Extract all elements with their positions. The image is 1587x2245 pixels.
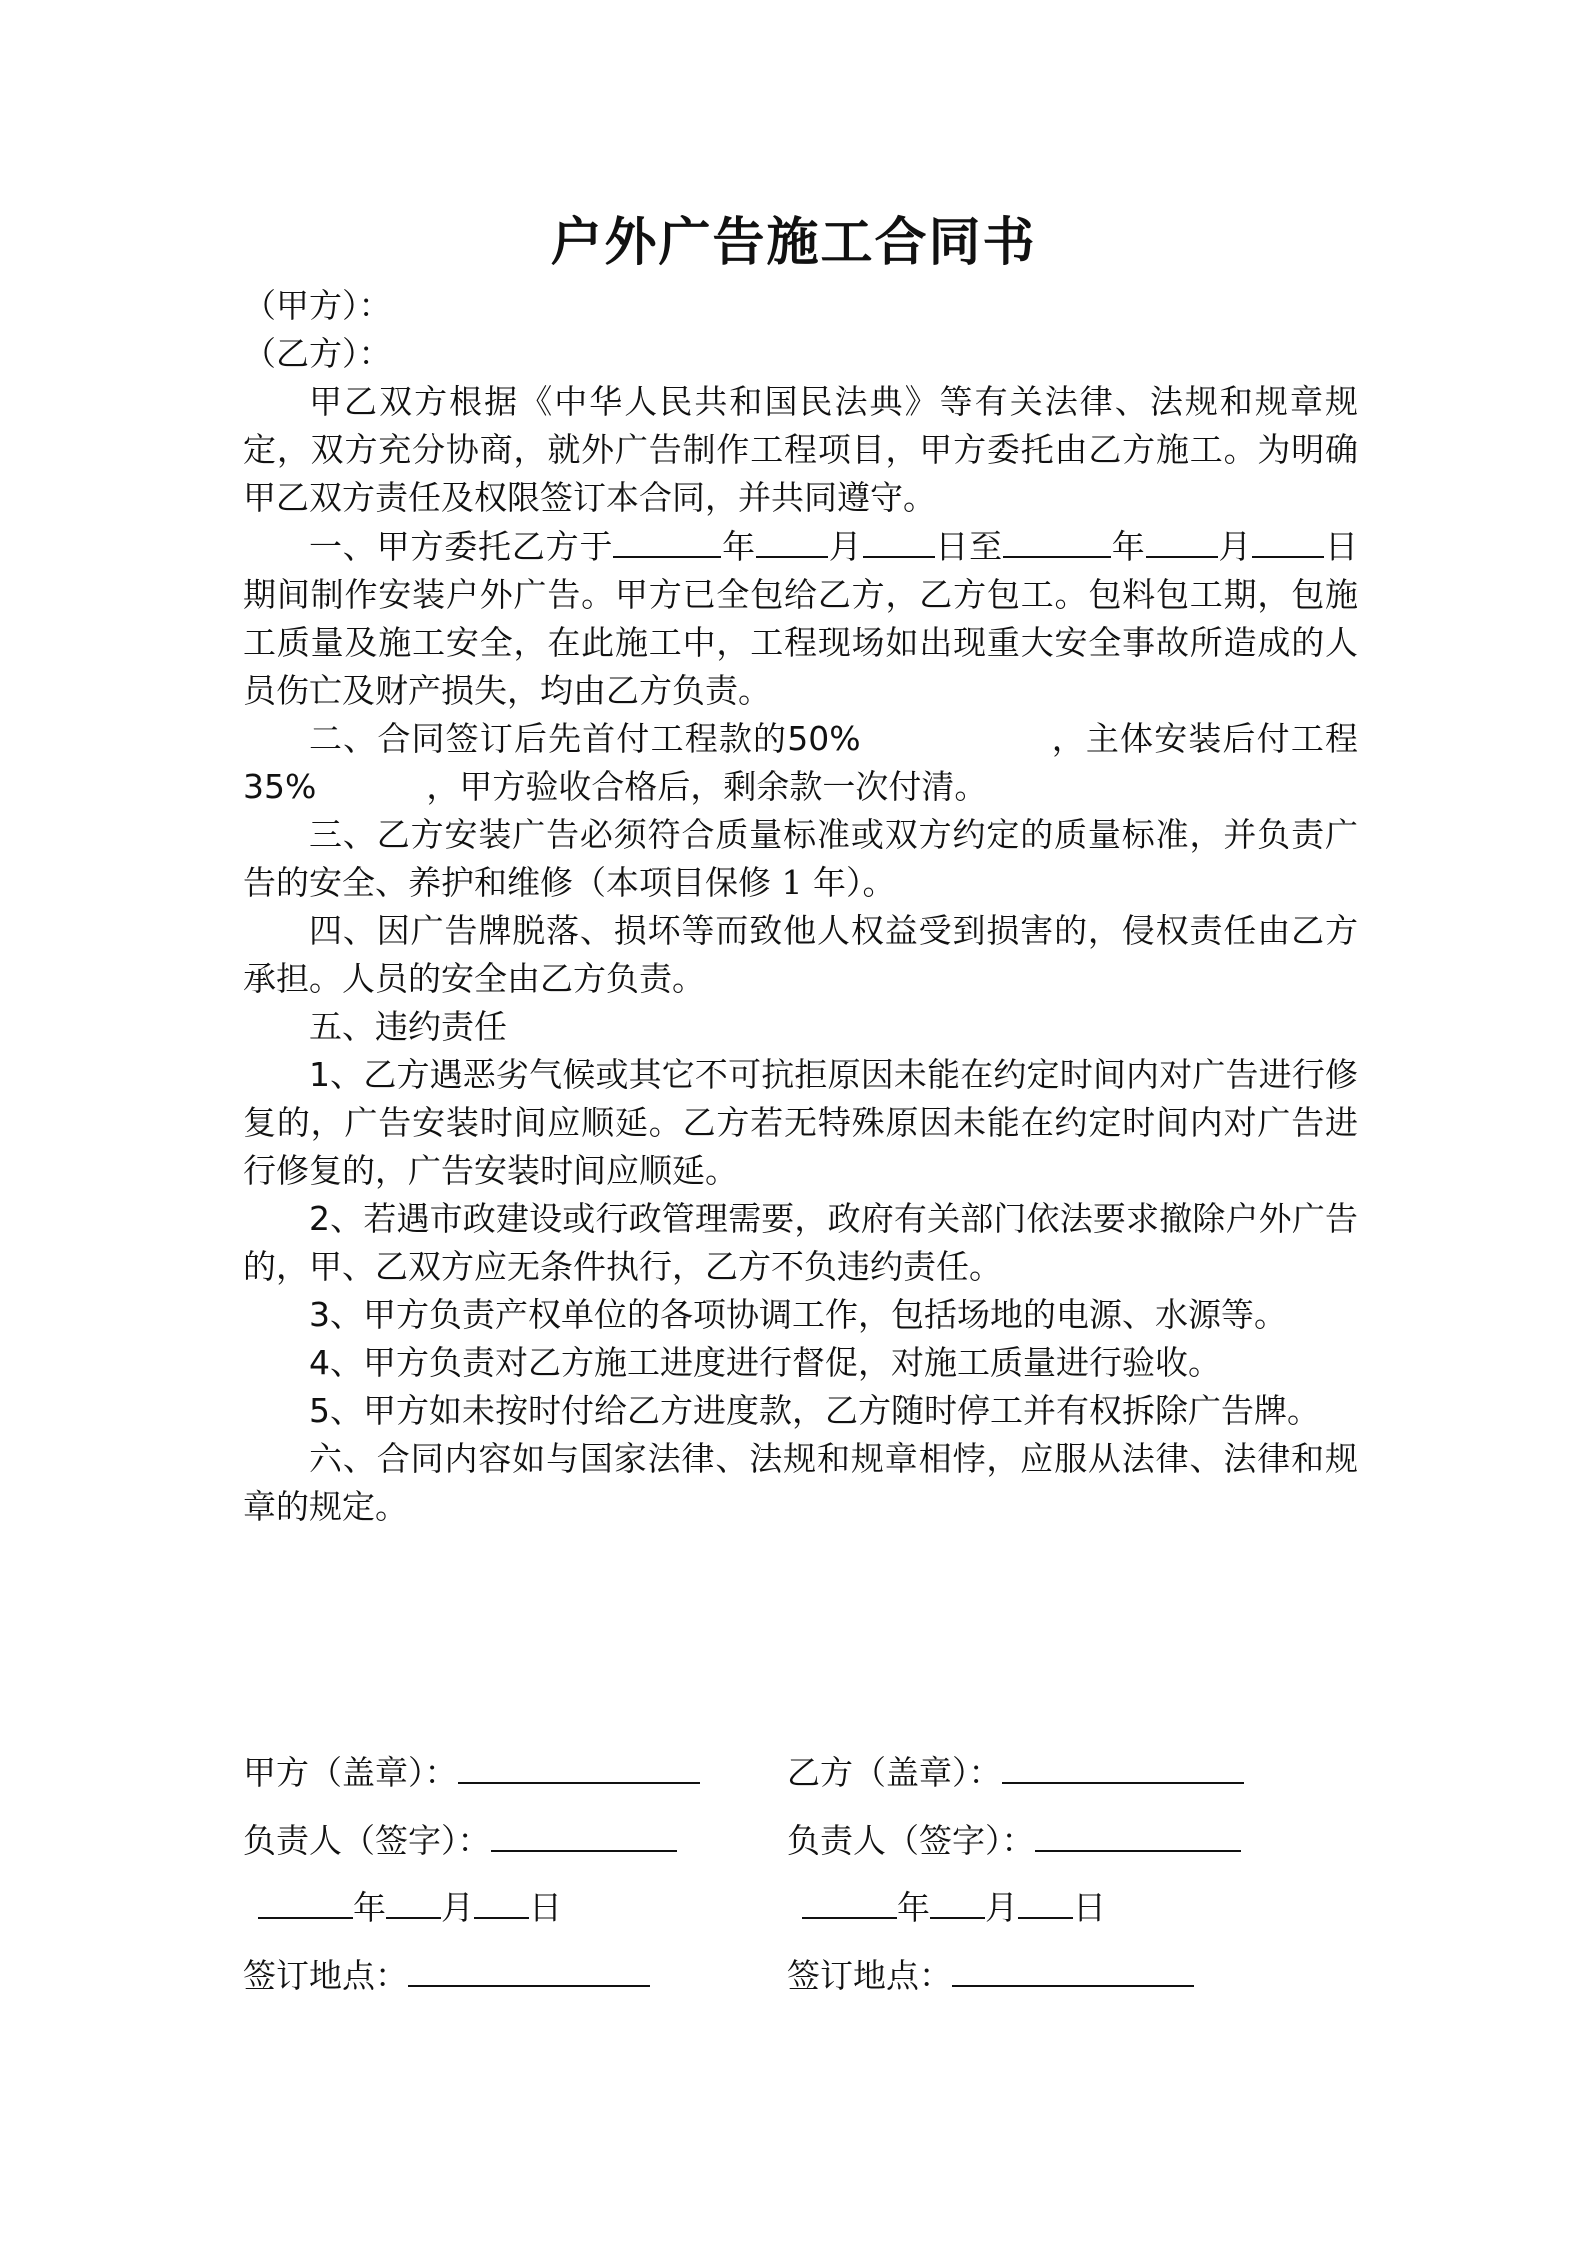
party-b-seal-line[interactable] [1002,1748,1244,1784]
party-a-month-label: 月 [441,1888,474,1927]
party-a-day-blank[interactable] [474,1883,529,1919]
clause-2-pct2: 35% [243,767,317,806]
party-a-date-row [258,1883,562,1932]
clause-5-item [243,1051,1358,1195]
start-day-blank[interactable] [863,522,935,558]
party-a-year-blank[interactable] [258,1883,353,1919]
end-year-blank[interactable] [1003,522,1111,558]
party-b-person-label: 负责人（签字）： [787,1821,1035,1860]
party-b-year-blank[interactable] [802,1883,897,1919]
clause-2-pct1: 50% [787,719,861,758]
clause-1-year1: 年 [721,527,756,566]
party-a-seal-row [243,1748,700,1797]
start-year-blank[interactable] [613,522,721,558]
clause-1-prefix: 一、甲方委托乙方于 [309,527,614,566]
party-b-year-label: 年 [897,1888,930,1927]
clause-5-item-number: 2 [309,1199,330,1238]
party-a-person-row [243,1816,677,1865]
party-a-month-blank[interactable] [386,1883,441,1919]
contract-body [243,282,1358,1531]
party-a-signature-line[interactable] [491,1816,677,1852]
party-b-label: （乙方）： [243,334,392,373]
party-a-place-label: 签订地点： [243,1956,408,1995]
clause-2-part3: ，甲方验收合格后，剩余款一次付清。 [426,767,988,806]
end-month-blank[interactable] [1146,522,1218,558]
clause-5-item-number: 4 [309,1343,330,1382]
party-b-month-label: 月 [985,1888,1018,1927]
intro-paragraph: 甲乙双方根据《中华人民共和国民法典》等有关法律、法规和规章规定，双方充分协商，就外广告制作工程项目，甲方委托由乙方施工。为明确甲乙双方责任及权限签订本合同，并共同遵守。 [243,382,1358,517]
clause-6: 六、合同内容如与国家法律、法规和规章相悖，应服从法律、法律和规章的规定。 [243,1439,1358,1526]
party-a-place-line[interactable] [408,1951,650,1987]
clause-2-part1: 二、合同签订后先首付工程款的 [309,719,788,758]
party-a-person-label: 负责人（签字）： [243,1821,491,1860]
clause-5-item [243,1339,1358,1387]
party-a-day-label: 日 [529,1888,562,1927]
clause-4: 四、因广告牌脱落、损坏等而致他人权益受到损害的，侵权责任由乙方承担。人员的安全由乙方负责。 [243,911,1358,998]
clause-3: 三、乙方安装广告必须符合质量标准或双方约定的质量标准，并负责广告的安全、养护和维修（本项目保修 1 年）。 [243,815,1358,902]
clause-5-item-text: 、甲方负责产权单位的各项协调工作，包括场地的电源、水源等。 [330,1295,1287,1334]
party-a-seal-label: 甲方（盖章）： [243,1753,458,1792]
party-a-year-label: 年 [353,1888,386,1927]
clause-1-month2: 月 [1217,527,1253,566]
clause-2-part2: ，主体安装后付工程 [1050,719,1359,758]
party-a-place-row [243,1951,650,2000]
party-a-seal-line[interactable] [458,1748,700,1784]
clause-5-heading: 五、违约责任 [309,1007,507,1046]
clause-1-month1: 月 [827,527,863,566]
start-month-blank[interactable] [756,522,828,558]
party-b-seal-row [787,1748,1244,1797]
clause-1-rest: 日期间制作安装户外广告。甲方已全包给乙方，乙方包工。包料包工期，包施工质量及施工安全，在此施工中，工程现场如出现重大安全事故所造成的人员伤亡及财产损失，均由乙方负责。 [243,527,1359,710]
party-b-place-line[interactable] [952,1951,1194,1987]
clause-5-item-number: 1 [309,1055,330,1094]
party-b-day-label: 日 [1073,1888,1106,1927]
clause-5-item-number: 5 [309,1391,330,1430]
party-a-label: （甲方）： [243,286,392,325]
end-day-blank[interactable] [1252,522,1324,558]
clause-1-year2: 年 [1110,527,1146,566]
party-b-person-row [787,1816,1241,1865]
party-b-seal-label: 乙方（盖章）： [787,1753,1002,1792]
party-b-date-row [802,1883,1106,1932]
document-title: 户外广告施工合同书 [550,212,1037,273]
clause-5-item-number: 3 [309,1295,330,1334]
clause-5-item-text: 、甲方负责对乙方施工进度进行督促，对施工质量进行验收。 [330,1343,1221,1382]
party-b-day-blank[interactable] [1018,1883,1073,1919]
clause-5-item [243,1387,1358,1435]
party-b-place-row [787,1951,1194,2000]
party-b-signature-line[interactable] [1035,1816,1241,1852]
clause-5-item [243,1195,1358,1291]
clause-5-item-text: 、甲方如未按时付给乙方进度款，乙方随时停工并有权拆除广告牌。 [330,1391,1320,1430]
clause-2 [243,715,1358,811]
clause-1 [243,522,1358,715]
party-b-month-blank[interactable] [930,1883,985,1919]
party-b-place-label: 签订地点： [787,1956,952,1995]
clause-1-day-to: 日至 [934,527,1003,566]
clause-5-item [243,1291,1358,1339]
clause-5-item-text: 、若遇市政建设或行政管理需要，政府有关部门依法要求撤除户外广告的，甲、乙双方应无条件执行，乙方不负违约责任。 [243,1199,1358,1286]
clause-5-item-text: 、乙方遇恶劣气候或其它不可抗拒原因未能在约定时间内对广告进行修复的，广告安装时间应顺延。乙方若无特殊原因未能在约定时间内对广告进行修复的，广告安装时间应顺延。 [243,1055,1358,1190]
